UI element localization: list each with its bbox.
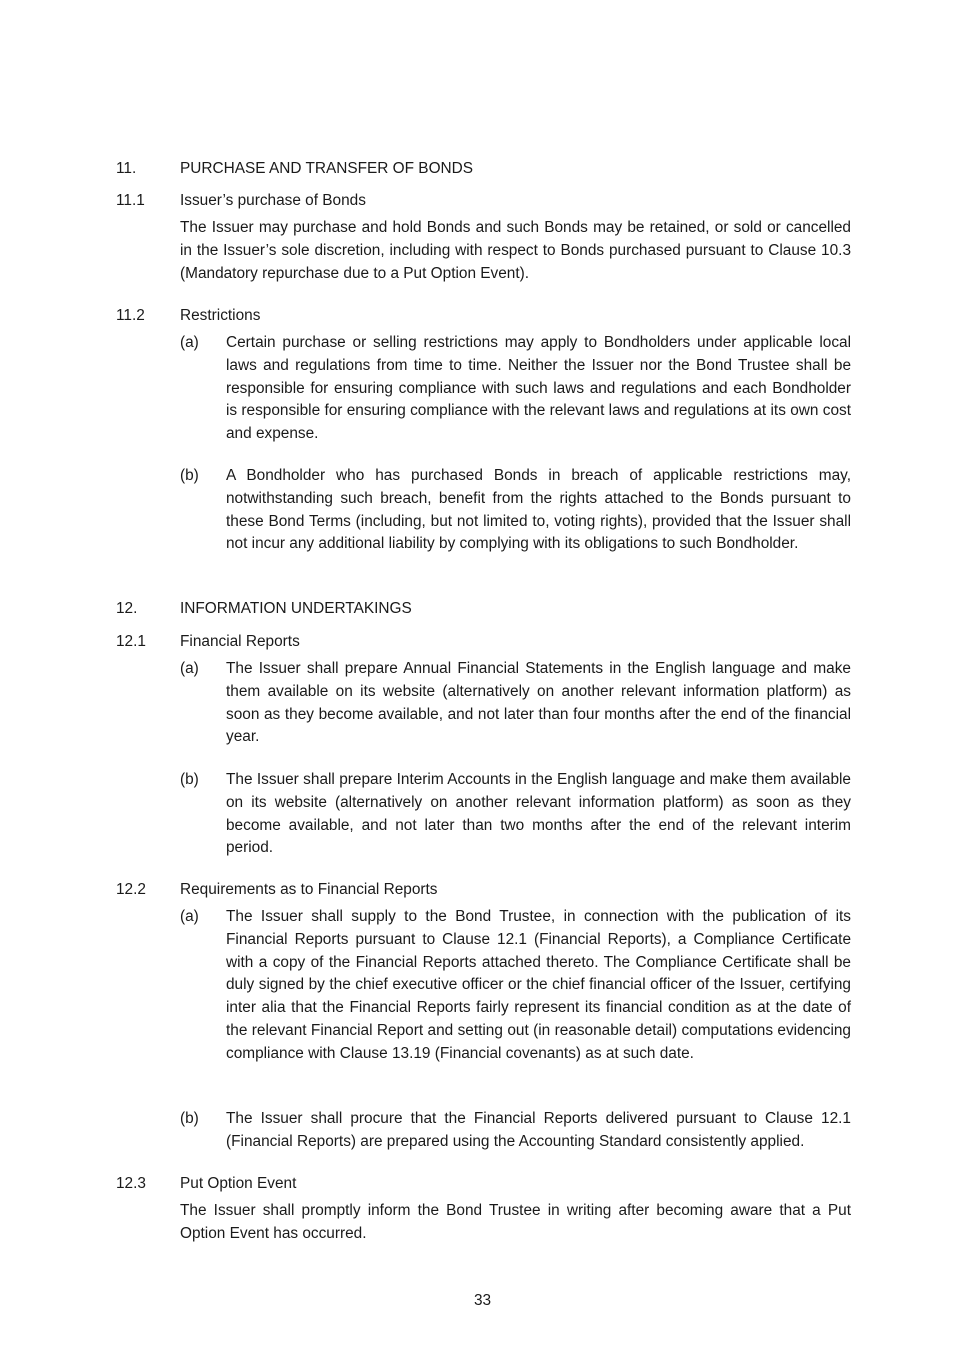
item-label: (b) [180, 771, 199, 788]
item-label: (a) [180, 908, 199, 925]
clause-12-2-heading [116, 879, 856, 902]
section-title: INFORMATION UNDERTAKINGS [180, 600, 412, 617]
clause-title: Put Option Event [180, 1175, 297, 1192]
item-text: The Issuer shall supply to the Bond Trustee, in connection with the publication of its Financial Reports pursuant to Clause 12.1 (Financial Reports), a Compliance Certificate with a copy of the Financial Reports attached thereto. The Compliance Certificate shall be duly signed by the chief executive officer or the chief financial officer of the Issuer, certifying inter alia that the Financial Reports fairly represent its financial condition as at the date of the relevant Financial Report and setting out (in reasonable detail) computations evidencing compliance with Clause 13.19 (Financial covenants) as at such date. [226, 908, 851, 1062]
item-text: Certain purchase or selling restrictions may apply to Bondholders under applicable local laws and regulations from time to time. Neither the Issuer nor the Bond Trustee shall be responsible for ensuring compliance with such laws and regulations and each Bondholder is responsible for ensuring compliance with the relevant laws and regulations at its own cost and expense. [226, 334, 851, 443]
item-text: The Issuer shall procure that the Financial Reports delivered pursuant to Clause 12.1 (Financial Reports) are prepared using the Accounting Standard consistently applied. [226, 1110, 851, 1150]
section-12-heading [116, 598, 856, 621]
section-number: 11. [116, 160, 137, 177]
clause-number: 11.2 [116, 307, 145, 324]
section-11-heading [116, 158, 856, 181]
item-label: (b) [180, 1110, 199, 1127]
section-title: PURCHASE AND TRANSFER OF BONDS [180, 160, 474, 177]
item-text: The Issuer shall prepare Annual Financial Statements in the English language and make them available on its website (alternatively on another relevant information platform) as soon as they become available, and not later than four months after the end of the financial year. [226, 660, 851, 746]
item-label: (a) [180, 334, 199, 351]
clause-11-1-heading [116, 190, 856, 213]
clause-12-1-heading [116, 631, 856, 654]
clause-title: Requirements as to Financial Reports [180, 881, 438, 898]
clause-11-2-heading [116, 305, 856, 328]
clause-number: 12.3 [116, 1175, 146, 1192]
clause-12-3-heading [116, 1173, 856, 1196]
clause-11-1-text: The Issuer may purchase and hold Bonds and such Bonds may be retained, or sold or cancelled in the Issuer’s sole discretion, including with respect to Bonds purchased pursuant to Clause 10.3 (Mandatory repurchase due to a Put Option Event). [180, 219, 851, 282]
clause-number: 12.1 [116, 633, 146, 650]
clause-title: Issuer’s purchase of Bonds [180, 192, 366, 209]
section-number: 12. [116, 600, 138, 617]
page-number: 33 [473, 1292, 492, 1309]
clause-number: 12.2 [116, 881, 146, 898]
item-label: (a) [180, 660, 199, 677]
clause-title: Financial Reports [180, 633, 300, 650]
item-text: The Issuer shall prepare Interim Accounts in the English language and make them available on its website (alternatively on another relevant information platform) as soon as they become available, and not later than two months after the end of the relevant interim period. [226, 771, 851, 857]
clause-12-3-text: The Issuer shall promptly inform the Bond Trustee in writing after becoming aware that a Put Option Event has occurred. [180, 1202, 851, 1242]
clause-title: Restrictions [180, 307, 261, 324]
item-label: (b) [180, 467, 199, 484]
clause-number: 11.1 [116, 192, 145, 209]
item-text: A Bondholder who has purchased Bonds in breach of applicable restrictions may, notwithstanding such breach, benefit from the rights attached to the Bonds pursuant to these Bond Terms (including, but not limited to, voting rights), provided that the Issuer shall not incur any additional liability by complying with its obligations to such Bondholder. [226, 467, 851, 553]
